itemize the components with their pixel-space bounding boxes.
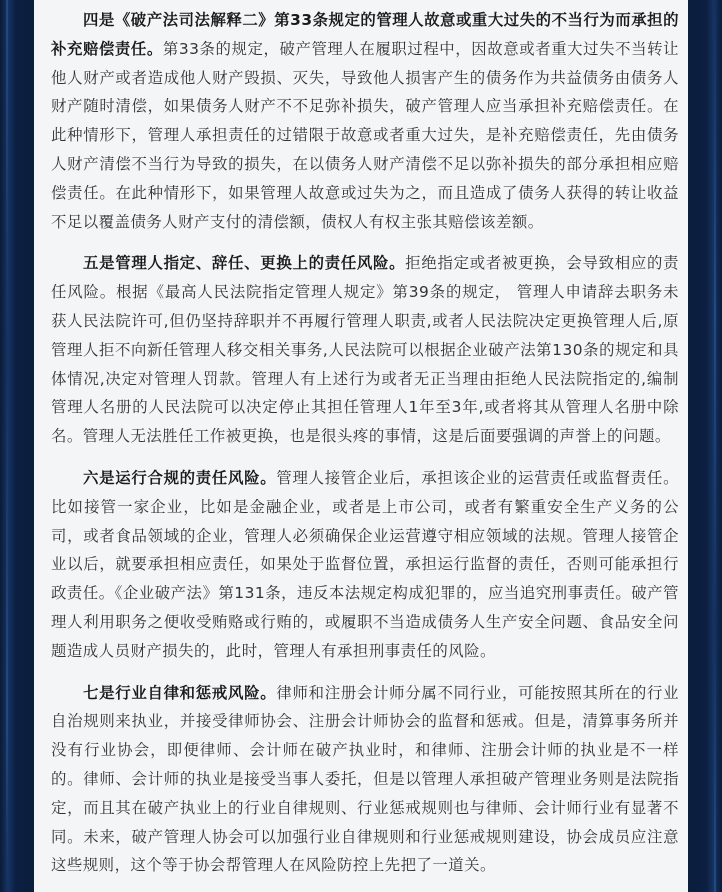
paragraph-text: 管理人接管企业后，承担该企业的运营责任或监督责任。比如接管一家企业，比如是金融企业，或者是上市公司，或者有繁重安全生产义务的公司，或者食品领域的企业，管理人必须确保企业运营遵守相应领域的法规。管理人接管企业以后，就要承担相应责任，如果处于监督位置，承担运行监督的责任，否则可能承担行政责任。《企业破产法》第131条，违反本法规定构成犯罪的，应当追究刑事责任。破产管理人利用职务之便收受贿赂或行贿的，或履职不当造成债务人生产安全问题、食品安全问题造成人员财产损失的，此时，管理人有承担刑事责任的风险。 [51, 468, 679, 660]
paragraph-7 [51, 679, 679, 881]
article-body [51, 6, 679, 892]
paragraph-6 [51, 464, 679, 666]
paragraph-text: 拒绝指定或者被更换，会导致相应的责任风险。根据《最高人民法院指定管理人规定》第39条的规定， 管理人申请辞去职务未获人民法院许可,但仍坚持辞职并不再履行管理人职责,或者人民法院决定更换管理人后,原管理人拒不向新任管理人移交相关事务,人民法院可以根据企业破产法第130条的规定和具体情况,决定对管理人罚款。管理人有上述行为或者无正当理由拒绝人民法院指定的,编制管理人名册的人民法院可以决定停止其担任管理人1年至3年,或者将其从管理人名册中除名。管理人无法胜任工作被更换，也是很头疼的事情，这是后面要强调的声誉上的问题。 [51, 254, 679, 446]
paragraph-heading: 七是行业自律和惩戒风险。 [83, 683, 277, 702]
paragraph-heading: 五是管理人指定、辞任、更换上的责任风险。 [83, 254, 406, 273]
paragraph-4 [51, 6, 679, 236]
paragraph-heading: 四是《破产法司法解释二》第33条规定的管理人故意或重大过失的不当行为而承担的补充赔偿责任。 [51, 11, 679, 58]
paragraph-heading: 六是运行合规的责任风险。 [83, 468, 277, 487]
article-panel [34, 0, 688, 892]
paragraph-text: 第33条的规定，破产管理人在履职过程中，因故意或者重大过失不当转让他人财产或者造成他人财产毁损、灭失，导致他人损害产生的债务作为共益债务由债务人财产随时清偿，如果债务人财产不不足弥补损失，破产管理人应当承担补充赔偿责任。在此种情形下，管理人承担责任的过错限于故意或者重大过失，是补充赔偿责任，先由债务人财产清偿不当行为导致的损失，在以债务人财产清偿不足以弥补损失的部分承担相应赔偿责任。在此种情形下，如果管理人故意或过失为之，而且造成了债务人获得的转让收益不足以覆盖债务人财产支付的清偿额，债权人有权主张其赔偿该差额。 [51, 39, 679, 231]
paragraph-5 [51, 249, 679, 451]
paragraph-text: 律师和注册会计师分属不同行业，可能按照其所在的行业自治规则来执业，并接受律师协会、注册会计师协会的监督和惩戒。但是，清算事务所并没有行业协会，即便律师、会计师在破产执业时，和律师、注册会计师的执业是不一样的。律师、会计师的执业是接受当事人委托，但是以管理人承担破产管理业务则是法院指定，而且其在破产执业上的行业自律规则、行业惩戒规则也与律师、会计师行业有显著不同。未来，破产管理人协会可以加强行业自律规则和行业惩戒规则建设，协会成员应注意这些规则，这个等于协会帮管理人在风险防控上先把了一道关。 [51, 683, 679, 875]
